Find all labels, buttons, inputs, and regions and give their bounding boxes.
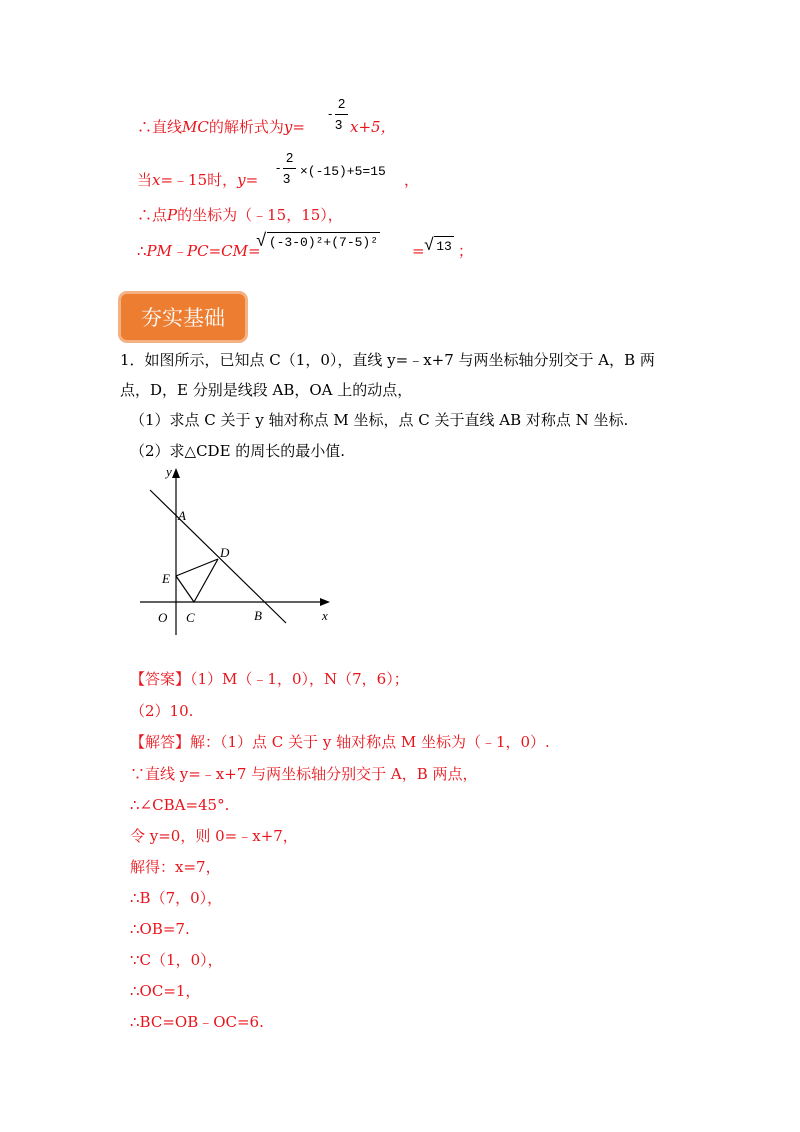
text: 2	[338, 96, 346, 111]
text: 3	[283, 171, 291, 186]
label-x: x	[322, 608, 328, 623]
text: =	[292, 118, 305, 136]
answer-line-1: 【答案】（1）M（﹣1，0），N（7，6）；	[130, 670, 409, 688]
question-line-1: 1．如图所示，已知点 C（1，0），直线 y=﹣x+7 与两坐标轴分别交于 A，B 两	[120, 351, 655, 369]
expression: ×(-15)+5=15	[300, 164, 386, 179]
segment-ec	[176, 576, 194, 602]
label-c: C	[186, 610, 195, 625]
answer-line-4: ∵直线 y=﹣x+7 与两坐标轴分别交于 A，B 两点，	[130, 765, 478, 783]
text: 2	[286, 150, 294, 165]
x-arrow	[320, 598, 330, 606]
semicolon: ；	[458, 242, 474, 260]
answer-line-3: 【解答】解：（1）点 C 关于 y 轴对称点 M 坐标为（﹣1，0）.	[130, 733, 550, 751]
label-a: A	[178, 508, 186, 523]
text: y	[237, 171, 246, 189]
answer-line-12: ∴BC=OB﹣OC=6.	[130, 1013, 264, 1031]
line-ab	[150, 490, 286, 623]
text: (-3-0)²+(7-5)²	[267, 232, 380, 253]
label-b: B	[254, 608, 262, 623]
answer-line-2: （2）10.	[130, 702, 194, 720]
answer-line-5: ∴∠CBA=45°.	[130, 796, 230, 814]
derivation-line-3	[137, 205, 343, 225]
label-y: y	[166, 464, 172, 479]
derivation-line-4	[137, 241, 261, 261]
text: MC	[182, 118, 209, 136]
fraction-bar	[283, 168, 296, 169]
derivation-line-2-tail: ，	[404, 171, 420, 189]
label-d: D	[220, 545, 230, 560]
derivation-line-2	[137, 170, 258, 190]
label-o: O	[158, 610, 168, 625]
text: -	[276, 160, 281, 175]
question-line-2: 点，D，E 分别是线段 AB，OA 上的动点，	[120, 381, 413, 399]
fraction-2-3	[328, 96, 350, 140]
y-arrow	[172, 468, 180, 478]
derivation-line-1-tail: x+5，	[350, 118, 396, 136]
text: ∴直线	[137, 118, 183, 136]
text: 的解析式为	[208, 118, 284, 136]
sqrt-13	[424, 236, 454, 257]
answer-line-8: ∴B（7，0），	[130, 889, 223, 907]
section-badge	[118, 291, 248, 343]
answer-line-11: ∴OC=1，	[130, 982, 201, 1000]
text: 夯实基础	[141, 306, 225, 330]
sqrt-expression	[256, 232, 380, 253]
text: P	[167, 206, 178, 224]
label-e: E	[162, 571, 170, 586]
answer-line-6: 令 y=0，则 0=﹣x+7，	[130, 827, 298, 845]
text: =﹣15时，	[160, 171, 238, 189]
segment-ed	[176, 559, 218, 576]
text: y	[283, 118, 293, 136]
sqrt-symbol: √	[256, 232, 267, 252]
answer-line-10: ∵C（1，0），	[130, 951, 223, 969]
text: ∴点	[137, 206, 168, 224]
answer-line-9: ∴OB=7.	[130, 920, 190, 938]
answer-line-7: 解得：x=7，	[130, 858, 221, 876]
sqrt-symbol: √	[424, 237, 435, 256]
text: ∴	[137, 242, 147, 260]
derivation-line-1	[137, 117, 305, 137]
geometry-figure	[130, 460, 350, 640]
segment-dc	[194, 559, 218, 602]
text: 13	[434, 236, 454, 257]
text: =	[245, 171, 259, 189]
text: -	[328, 106, 333, 121]
text: PM﹣PC=CM=	[146, 242, 261, 260]
text: x	[152, 171, 161, 189]
text: 的坐标为（﹣15，15），	[177, 206, 343, 224]
text: 当	[137, 171, 153, 189]
fraction-2-3-b	[276, 150, 298, 194]
fraction-bar	[335, 114, 348, 115]
question-line-3: （1）求点 C 关于 y 轴对称点 M 坐标，点 C 关于直线 AB 对称点 N 坐标.	[130, 411, 629, 429]
equals: =	[412, 242, 425, 260]
text: 3	[335, 117, 343, 132]
question-line-4: （2）求△CDE 的周长的最小值.	[130, 442, 346, 460]
